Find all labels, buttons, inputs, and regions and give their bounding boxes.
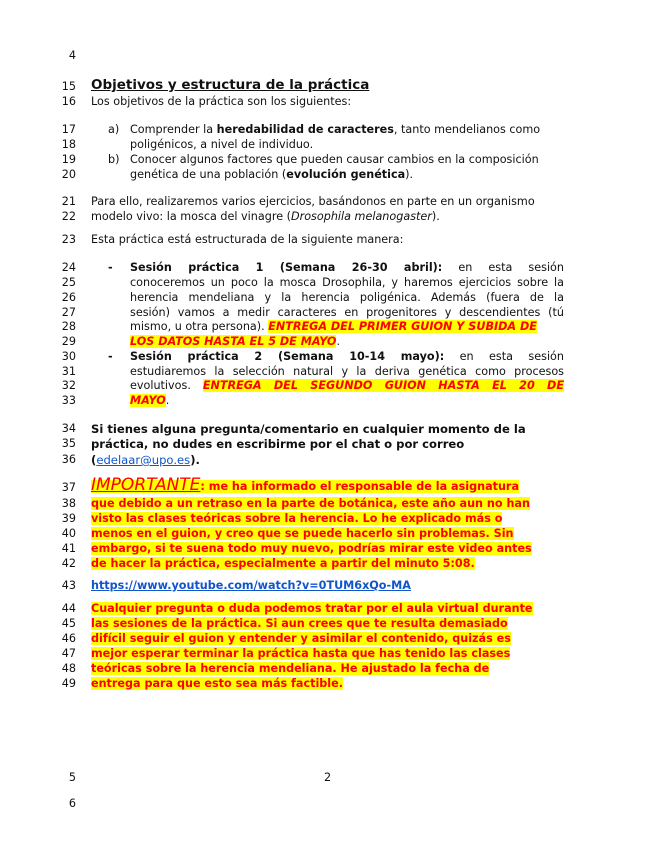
line-number: 19 bbox=[61, 153, 76, 166]
line-number: 35 bbox=[61, 437, 76, 450]
line-number: 43 bbox=[61, 579, 76, 592]
important-line: embargo, si te suena todo muy nuevo, podrías mirar este video antes bbox=[91, 542, 532, 555]
deadline-highlight: MAYO bbox=[130, 394, 166, 407]
closing-line: Cualquier pregunta o duda podemos tratar por el aula virtual durante bbox=[91, 602, 533, 615]
video-link[interactable]: https://www.youtube.com/watch?v=0TUM6xQo-MA bbox=[91, 579, 411, 592]
important-line: menos en el guion, y creo que se puede hacerlo sin problemas. Sin bbox=[91, 527, 514, 540]
deadline-highlight: ENTREGA DEL PRIMER GUION Y SUBIDA DE bbox=[268, 320, 537, 333]
line-number: 47 bbox=[61, 647, 76, 660]
email-link[interactable]: edelaar@upo.es bbox=[96, 453, 191, 467]
session2-line: MAYO. bbox=[130, 394, 170, 407]
deadline-highlight: LOS DATOS HASTA EL 5 DE MAYO bbox=[130, 335, 337, 348]
line-number: 27 bbox=[61, 306, 76, 319]
important-line: que debido a un retraso en la parte de botánica, este año aun no han bbox=[91, 497, 530, 510]
important-line: visto las clases teóricas sobre la herencia. Lo he explicado más o bbox=[91, 512, 503, 525]
closing-line: mejor esperar terminar la práctica hasta que has tenido las clases bbox=[91, 647, 511, 660]
session2-line: Sesión práctica 2 (Semana 10-14 mayo): en esta sesión bbox=[130, 350, 564, 363]
line-number: 30 bbox=[61, 350, 76, 363]
line-number: 46 bbox=[61, 632, 76, 645]
line-number: 23 bbox=[61, 233, 76, 246]
line-number: 18 bbox=[61, 138, 76, 151]
line-number: 4 bbox=[68, 49, 76, 62]
line-number: 24 bbox=[61, 261, 76, 274]
session1-line: herencia mendeliana y la herencia poligénica. Además (fuera de la bbox=[130, 291, 564, 304]
line-number: 5 bbox=[68, 771, 76, 784]
line-number: 45 bbox=[61, 617, 76, 630]
line-number: 15 bbox=[61, 80, 76, 93]
contact-line: Si tienes alguna pregunta/comentario en cualquier momento de la bbox=[91, 422, 526, 436]
important-heading: IMPORTANTE bbox=[91, 475, 201, 495]
line-number: 42 bbox=[61, 557, 76, 570]
page-number: 2 bbox=[323, 771, 332, 784]
closing-line: teóricas sobre la herencia mendeliana. He ajustado la fecha de bbox=[91, 662, 490, 675]
session1-line: LOS DATOS HASTA EL 5 DE MAYO. bbox=[130, 335, 341, 348]
line-number: 41 bbox=[61, 542, 76, 555]
line-number: 39 bbox=[61, 512, 76, 525]
objective-b-line: Conocer algunos factores que pueden causar cambios en la composición bbox=[130, 153, 539, 166]
line-number: 37 bbox=[61, 481, 76, 494]
contact-line: (edelaar@upo.es). bbox=[91, 453, 200, 467]
line-number: 21 bbox=[61, 195, 76, 208]
video-link-line bbox=[91, 579, 566, 594]
objective-a-line: Comprender la heredabilidad de caracteres, tanto mendelianos como bbox=[130, 123, 541, 136]
bullet-marker: - bbox=[108, 261, 113, 274]
line-number: 49 bbox=[61, 677, 76, 690]
line-number: 25 bbox=[61, 276, 76, 289]
objective-b-line: genética de una población (evolución genética). bbox=[130, 168, 414, 181]
line-number: 22 bbox=[61, 210, 76, 223]
session2-line: estudiaremos la selección natural y la deriva genética como procesos bbox=[130, 365, 564, 378]
line-number: 34 bbox=[61, 422, 76, 435]
line-number: 40 bbox=[61, 527, 76, 540]
bullet-marker: - bbox=[108, 350, 113, 363]
list-marker: b) bbox=[108, 153, 120, 166]
line-number: 32 bbox=[61, 379, 76, 392]
line-number: 33 bbox=[61, 394, 76, 407]
line-number: 44 bbox=[61, 602, 76, 615]
contact-line: práctica, no dudes en escribirme por el chat o por correo bbox=[91, 437, 465, 451]
closing-line: entrega para que esto sea más factible. bbox=[91, 677, 343, 690]
important-line: de hacer la práctica, especialmente a partir del minuto 5:08. bbox=[91, 557, 475, 570]
session1-line: Sesión práctica 1 (Semana 26-30 abril): en esta sesión bbox=[130, 261, 564, 274]
session1-line: conoceremos un poco la mosca Drosophila, y haremos ejercicios sobre la bbox=[130, 276, 564, 289]
list-marker: a) bbox=[108, 123, 120, 136]
section-title: Objetivos y estructura de la práctica bbox=[91, 77, 370, 93]
line-number: 48 bbox=[61, 662, 76, 675]
line-number: 28 bbox=[61, 320, 76, 333]
section-intro: Los objetivos de la práctica son los siguientes: bbox=[91, 95, 352, 108]
line-number: 38 bbox=[61, 497, 76, 510]
closing-line: difícil seguir el guion y entender y asimilar el contenido, quizás es bbox=[91, 632, 511, 645]
line-number: 17 bbox=[61, 123, 76, 136]
paragraph-line: modelo vivo: la mosca del vinagre (Drosophila melanogaster). bbox=[91, 210, 440, 223]
line-number: 16 bbox=[61, 95, 76, 108]
deadline-highlight: ENTREGA DEL SEGUNDO GUION HASTA EL 20 DE bbox=[202, 379, 564, 392]
session1-line: mismo, u otra persona). ENTREGA DEL PRIMER GUION Y SUBIDA DE bbox=[130, 320, 537, 333]
line-number: 26 bbox=[61, 291, 76, 304]
closing-line: las sesiones de la práctica. Si aun crees que te resulta demasiado bbox=[91, 617, 508, 630]
session2-line: evolutivos. ENTREGA DEL SEGUNDO GUION HASTA EL 20 DE bbox=[130, 379, 564, 392]
objective-a-line: poligénicos, a nivel de individuo. bbox=[130, 138, 314, 151]
line-number: 20 bbox=[61, 168, 76, 181]
line-number: 29 bbox=[61, 335, 76, 348]
line-number: 31 bbox=[61, 365, 76, 378]
line-number: 6 bbox=[68, 797, 76, 810]
line-number: 36 bbox=[61, 453, 76, 466]
structure-intro: Esta práctica está estructurada de la siguiente manera: bbox=[91, 233, 404, 246]
paragraph-line: Para ello, realizaremos varios ejercicios, basándonos en parte en un organismo bbox=[91, 195, 535, 208]
session1-line: sesión) vamos a medir caracteres en progenitores y descendientes (tú bbox=[130, 306, 564, 319]
important-line: IMPORTANTE: me ha informado el responsable de la asignatura bbox=[91, 475, 519, 495]
